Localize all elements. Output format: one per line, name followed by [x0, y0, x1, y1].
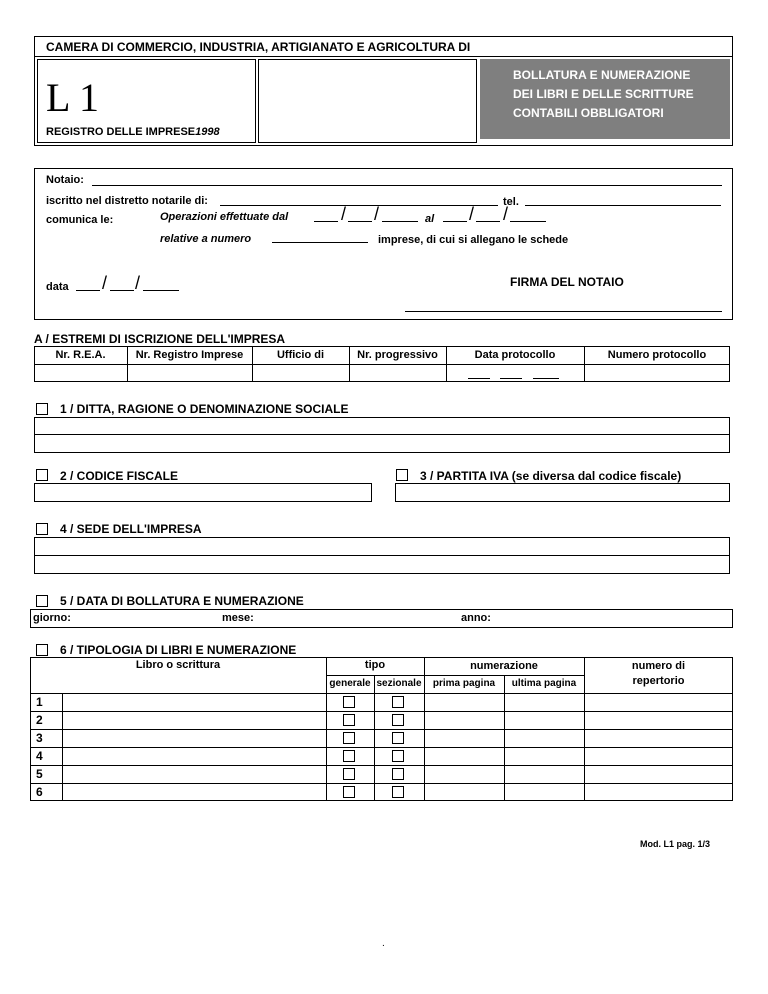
repertorio-cell[interactable]	[585, 712, 732, 728]
ultima-pagina-cell[interactable]	[505, 766, 583, 782]
libri-row-number: 3	[36, 731, 43, 745]
libri-subheader-divider	[326, 675, 584, 676]
section-1-title: 1 / DITTA, RAGIONE O DENOMINAZIONE SOCIALE	[60, 402, 349, 416]
section-4-title: 4 / SEDE DELL'IMPRESA	[60, 522, 202, 536]
model-code: L 1	[46, 75, 99, 120]
data-year-input[interactable]	[143, 290, 179, 291]
mod-label: Mod. L1 pag. 1/3	[640, 839, 711, 849]
registro-year: 1998	[195, 126, 220, 138]
libro-scrittura-cell[interactable]	[63, 766, 325, 782]
ultima-pagina-cell[interactable]	[505, 784, 583, 800]
data-slash-2: /	[135, 273, 141, 293]
relative-label: relative a numero	[160, 233, 252, 245]
giorno-label: giorno:	[33, 612, 71, 624]
col-tipo: tipo	[364, 659, 386, 671]
comunica-label: comunica le:	[46, 214, 114, 226]
al-slash-1: /	[469, 204, 475, 224]
tel-label: tel.	[503, 196, 519, 208]
prima-pagina-cell[interactable]	[425, 712, 503, 728]
generale-checkbox[interactable]	[343, 768, 355, 780]
section-1-checkbox[interactable]	[36, 403, 48, 415]
tel-input[interactable]	[525, 205, 721, 206]
sezionale-checkbox[interactable]	[392, 696, 404, 708]
ultima-pagina-cell[interactable]	[505, 694, 583, 710]
dal-slash-2: /	[374, 204, 380, 224]
col-data-protocollo: Data protocollo	[474, 349, 556, 361]
codice-fiscale-field[interactable]	[34, 483, 372, 502]
sezionale-checkbox[interactable]	[392, 714, 404, 726]
libri-row-number: 6	[36, 785, 43, 799]
sezionale-checkbox[interactable]	[392, 750, 404, 762]
sezionale-checkbox[interactable]	[392, 732, 404, 744]
al-month-input[interactable]	[476, 221, 500, 222]
libro-scrittura-cell[interactable]	[63, 784, 325, 800]
repertorio-cell[interactable]	[585, 694, 732, 710]
prima-pagina-cell[interactable]	[425, 784, 503, 800]
libro-scrittura-cell[interactable]	[63, 694, 325, 710]
anno-label: anno:	[461, 612, 491, 624]
section-2-checkbox[interactable]	[36, 469, 48, 481]
header-title-divider	[34, 56, 733, 57]
prima-pagina-cell[interactable]	[425, 766, 503, 782]
data-protocollo-month[interactable]	[500, 378, 522, 379]
operazioni-label: Operazioni effettuate dal	[160, 211, 289, 223]
imprese-label: imprese, di cui si allegano le schede	[378, 234, 569, 246]
libro-scrittura-cell[interactable]	[63, 712, 325, 728]
notaio-input[interactable]	[92, 185, 722, 186]
col-generale: generale	[329, 678, 371, 689]
col-rea: Nr. R.E.A.	[55, 349, 106, 361]
repertorio-cell[interactable]	[585, 766, 732, 782]
center-dot: .	[382, 938, 385, 949]
ultima-pagina-cell[interactable]	[505, 712, 583, 728]
section-a-header-divider	[34, 364, 730, 365]
data-label: data	[46, 281, 69, 293]
dal-slash-1: /	[341, 204, 347, 224]
col-progressivo: Nr. progressivo	[357, 349, 438, 361]
prima-pagina-cell[interactable]	[425, 730, 503, 746]
al-label: al	[425, 213, 435, 225]
ultima-pagina-cell[interactable]	[505, 748, 583, 764]
sezionale-checkbox[interactable]	[392, 786, 404, 798]
gray-title-line2: DEI LIBRI E DELLE SCRITTURE	[513, 87, 694, 101]
numero-imprese-input[interactable]	[272, 242, 368, 243]
col-sezionale: sezionale	[376, 678, 422, 689]
libri-row-number: 2	[36, 713, 43, 727]
al-year-input[interactable]	[510, 221, 546, 222]
distretto-input[interactable]	[220, 205, 498, 206]
data-protocollo-year[interactable]	[533, 378, 559, 379]
libri-row-number: 4	[36, 749, 43, 763]
camera-title: CAMERA DI COMMERCIO, INDUSTRIA, ARTIGIANATO E AGRICOLTURA DI	[46, 40, 471, 54]
ditta-field-1[interactable]	[34, 417, 730, 435]
registro-label	[46, 126, 220, 138]
generale-checkbox[interactable]	[343, 732, 355, 744]
gray-title-line1: BOLLATURA E NUMERAZIONE	[513, 68, 691, 82]
repertorio-cell[interactable]	[585, 784, 732, 800]
generale-checkbox[interactable]	[343, 786, 355, 798]
iscritto-label: iscritto nel distretto notarile di:	[46, 195, 208, 207]
section-6-title: 6 / TIPOLOGIA DI LIBRI E NUMERAZIONE	[60, 643, 297, 657]
col-ultima-pagina: ultima pagina	[511, 678, 577, 689]
section-2-title: 2 / CODICE FISCALE	[60, 469, 179, 483]
section-a-title: A / ESTREMI DI ISCRIZIONE DELL'IMPRESA	[34, 332, 286, 346]
col-numero-protocollo: Numero protocollo	[607, 349, 707, 361]
registro-text: REGISTRO DELLE IMPRESE	[46, 126, 196, 138]
sezionale-checkbox[interactable]	[392, 768, 404, 780]
section-5-checkbox[interactable]	[36, 595, 48, 607]
prima-pagina-cell[interactable]	[425, 748, 503, 764]
generale-checkbox[interactable]	[343, 696, 355, 708]
mese-label: mese:	[222, 612, 254, 624]
gray-title	[513, 66, 694, 123]
col-libro-scrittura: Libro o scrittura	[135, 659, 221, 671]
data-day-input[interactable]	[76, 290, 100, 291]
col-prima-pagina: prima pagina	[432, 678, 496, 689]
data-protocollo-day[interactable]	[468, 378, 490, 379]
dal-month-input[interactable]	[348, 221, 372, 222]
col-numerazione: numerazione	[470, 660, 538, 672]
generale-checkbox[interactable]	[343, 750, 355, 762]
section-5-title: 5 / DATA DI BOLLATURA E NUMERAZIONE	[60, 594, 304, 608]
libro-scrittura-cell[interactable]	[63, 730, 325, 746]
data-bollatura-field[interactable]	[30, 609, 733, 628]
data-month-input[interactable]	[110, 290, 134, 291]
empty-header-box	[258, 59, 477, 143]
col-repertorio	[584, 659, 733, 689]
al-slash-2: /	[503, 204, 509, 224]
section-6-checkbox[interactable]	[36, 644, 48, 656]
partita-iva-field[interactable]	[395, 483, 730, 502]
col-repertorio-line2: repertorio	[632, 675, 685, 687]
sede-field-1[interactable]	[34, 537, 730, 556]
libri-row-number: 5	[36, 767, 43, 781]
prima-pagina-cell[interactable]	[425, 694, 503, 710]
section-4-checkbox[interactable]	[36, 523, 48, 535]
generale-checkbox[interactable]	[343, 714, 355, 726]
sede-field-2[interactable]	[34, 555, 730, 574]
firma-label: FIRMA DEL NOTAIO	[510, 275, 624, 289]
al-day-input[interactable]	[443, 221, 467, 222]
repertorio-cell[interactable]	[585, 730, 732, 746]
section-3-title: 3 / PARTITA IVA (se diversa dal codice fiscale)	[420, 469, 682, 483]
dal-day-input[interactable]	[314, 221, 338, 222]
col-repertorio-line1: numero di	[631, 660, 686, 672]
section-3-checkbox[interactable]	[396, 469, 408, 481]
dal-year-input[interactable]	[382, 221, 418, 222]
col-ufficio: Ufficio di	[276, 349, 325, 361]
ultima-pagina-cell[interactable]	[505, 730, 583, 746]
col-registro-imprese: Nr. Registro Imprese	[135, 349, 244, 361]
ditta-field-2[interactable]	[34, 434, 730, 453]
libro-scrittura-cell[interactable]	[63, 748, 325, 764]
gray-title-line3: CONTABILI OBBLIGATORI	[513, 106, 664, 120]
firma-input[interactable]	[405, 311, 722, 312]
notaio-label: Notaio:	[46, 174, 84, 186]
data-slash-1: /	[102, 273, 108, 293]
repertorio-cell[interactable]	[585, 748, 732, 764]
libri-row-number: 1	[36, 695, 43, 709]
